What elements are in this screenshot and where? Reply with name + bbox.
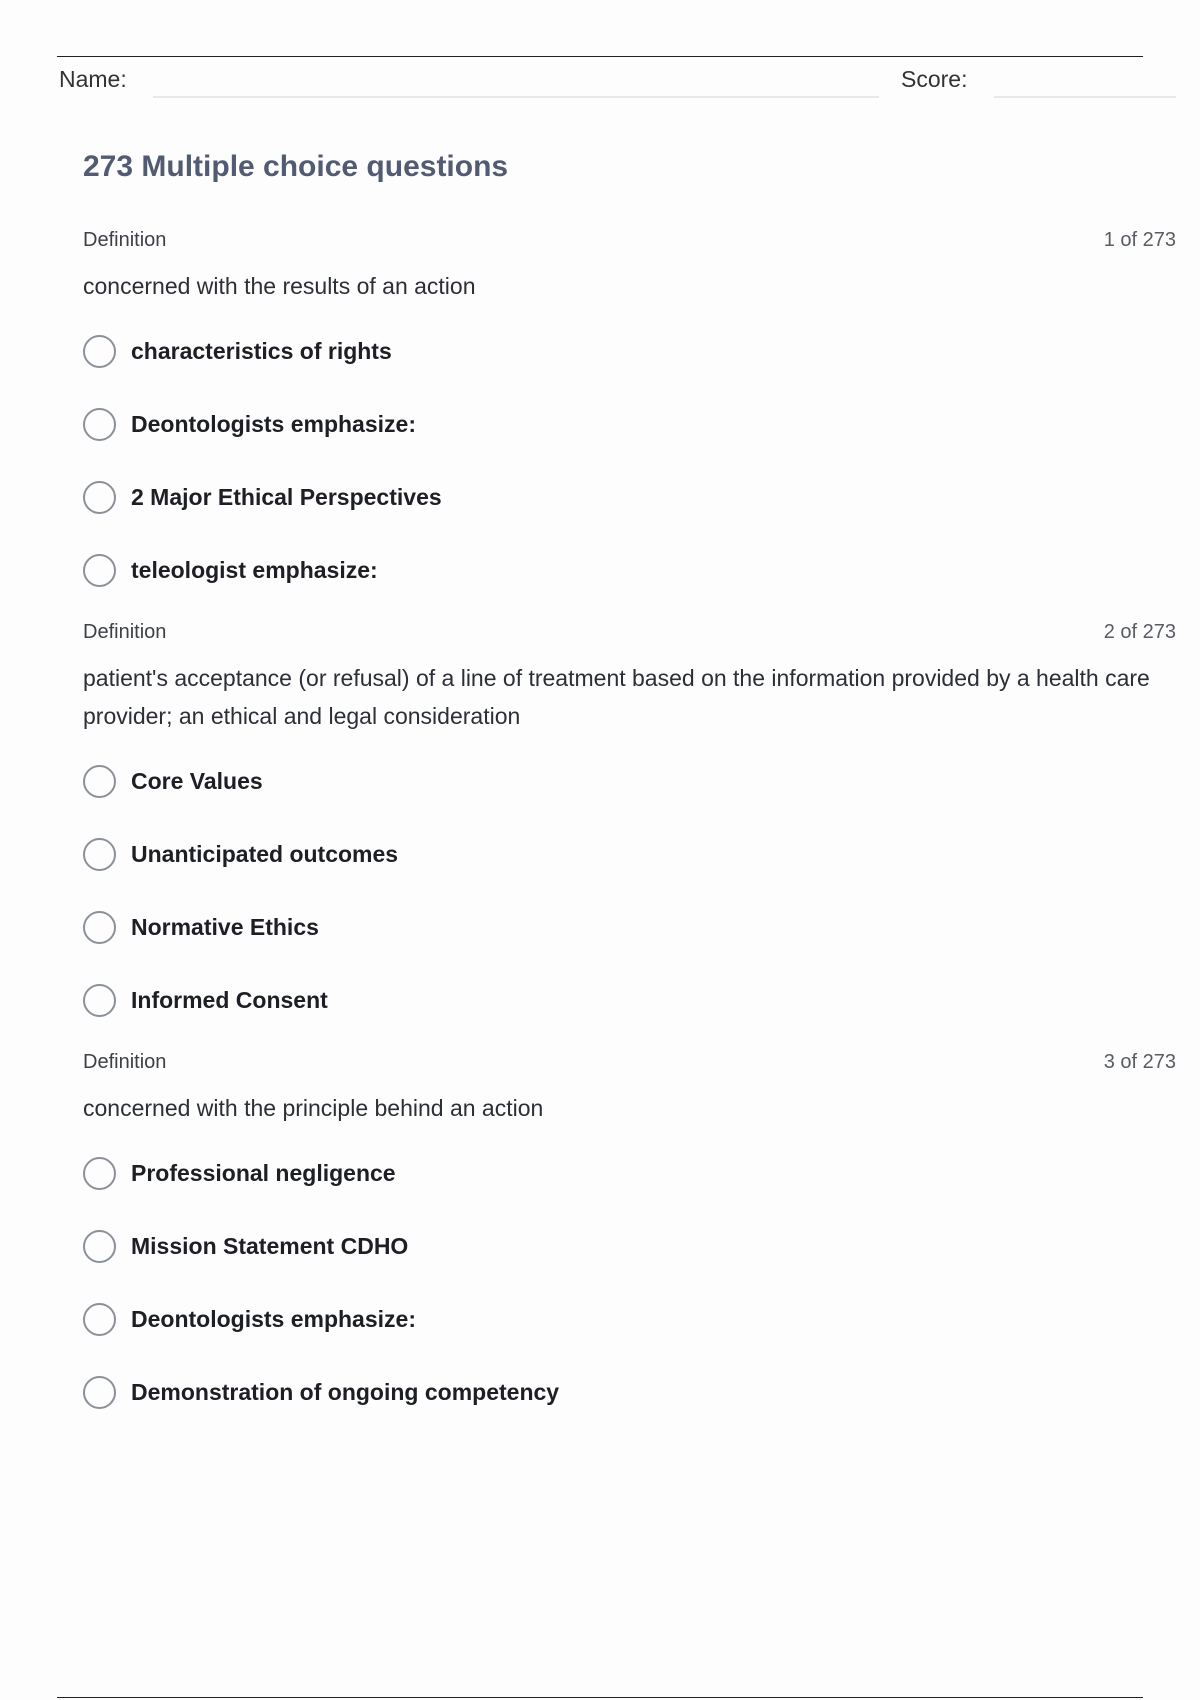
- question-prompt: patient's acceptance (or refusal) of a line of treatment based on the information provided by a health care provider; an ethical and legal consideration: [83, 665, 1150, 729]
- answer-choice-label: Demonstration of ongoing competency: [131, 1379, 560, 1405]
- answer-choice-label: Informed Consent: [131, 987, 328, 1013]
- answer-choice[interactable]: [83, 891, 1176, 964]
- question-2: [83, 621, 1176, 1037]
- question-type: Definition: [83, 621, 167, 643]
- radio-button-icon[interactable]: [83, 408, 116, 441]
- answer-choice-label: teleologist emphasize:: [131, 557, 378, 583]
- radio-button-icon[interactable]: [83, 335, 116, 368]
- radio-button-icon[interactable]: [83, 984, 116, 1017]
- answer-choice[interactable]: [83, 1137, 1176, 1210]
- question-counter: 3 of 273: [1103, 1051, 1176, 1073]
- header: [0, 66, 1200, 106]
- score-label: Score:: [901, 66, 968, 92]
- answer-choice-label: Deontologists emphasize:: [131, 411, 416, 437]
- answer-choice-label: Normative Ethics: [131, 914, 319, 940]
- question-counter: 2 of 273: [1103, 621, 1176, 643]
- answer-choice-label: Unanticipated outcomes: [131, 841, 399, 867]
- radio-button-icon[interactable]: [83, 765, 116, 798]
- answer-choice[interactable]: [83, 745, 1176, 818]
- answer-choice[interactable]: [83, 388, 1176, 461]
- score-field[interactable]: [994, 96, 1176, 98]
- question-1: [83, 229, 1176, 607]
- question-prompt: concerned with the results of an action: [83, 273, 476, 299]
- question-type: Definition: [83, 1051, 167, 1073]
- answer-choices: [83, 315, 1176, 607]
- name-field[interactable]: [153, 96, 879, 98]
- answer-choice[interactable]: [83, 964, 1176, 1037]
- answer-choices: [83, 745, 1176, 1037]
- radio-button-icon[interactable]: [83, 1376, 116, 1409]
- question-type: Definition: [83, 229, 167, 251]
- answer-choices: [83, 1137, 1176, 1429]
- question-header: [83, 229, 1176, 255]
- name-label: Name:: [59, 66, 127, 92]
- radio-button-icon[interactable]: [83, 1157, 116, 1190]
- question-counter: 1 of 273: [1103, 229, 1176, 251]
- radio-button-icon[interactable]: [83, 481, 116, 514]
- page-title: 273 Multiple choice questions: [83, 150, 509, 183]
- question-3: [83, 1051, 1176, 1429]
- question-prompt: concerned with the principle behind an action: [83, 1095, 544, 1121]
- answer-choice-label: Professional negligence: [131, 1160, 396, 1186]
- bottom-rule: [57, 1697, 1143, 1698]
- answer-choice-label: 2 Major Ethical Perspectives: [131, 484, 442, 510]
- answer-choice-label: characteristics of rights: [131, 338, 392, 364]
- answer-choice[interactable]: [83, 818, 1176, 891]
- radio-button-icon[interactable]: [83, 838, 116, 871]
- question-header: [83, 1051, 1176, 1077]
- answer-choice[interactable]: [83, 461, 1176, 534]
- top-rule: [57, 56, 1143, 57]
- radio-button-icon[interactable]: [83, 1230, 116, 1263]
- answer-choice-label: Core Values: [131, 768, 263, 794]
- radio-button-icon[interactable]: [83, 554, 116, 587]
- answer-choice[interactable]: [83, 1283, 1176, 1356]
- radio-button-icon[interactable]: [83, 1303, 116, 1336]
- answer-choice[interactable]: [83, 315, 1176, 388]
- radio-button-icon[interactable]: [83, 911, 116, 944]
- question-header: [83, 621, 1176, 647]
- answer-choice-label: Deontologists emphasize:: [131, 1306, 416, 1332]
- answer-choice[interactable]: [83, 1210, 1176, 1283]
- answer-choice[interactable]: [83, 1356, 1176, 1429]
- answer-choice[interactable]: [83, 534, 1176, 607]
- answer-choice-label: Mission Statement CDHO: [131, 1233, 409, 1259]
